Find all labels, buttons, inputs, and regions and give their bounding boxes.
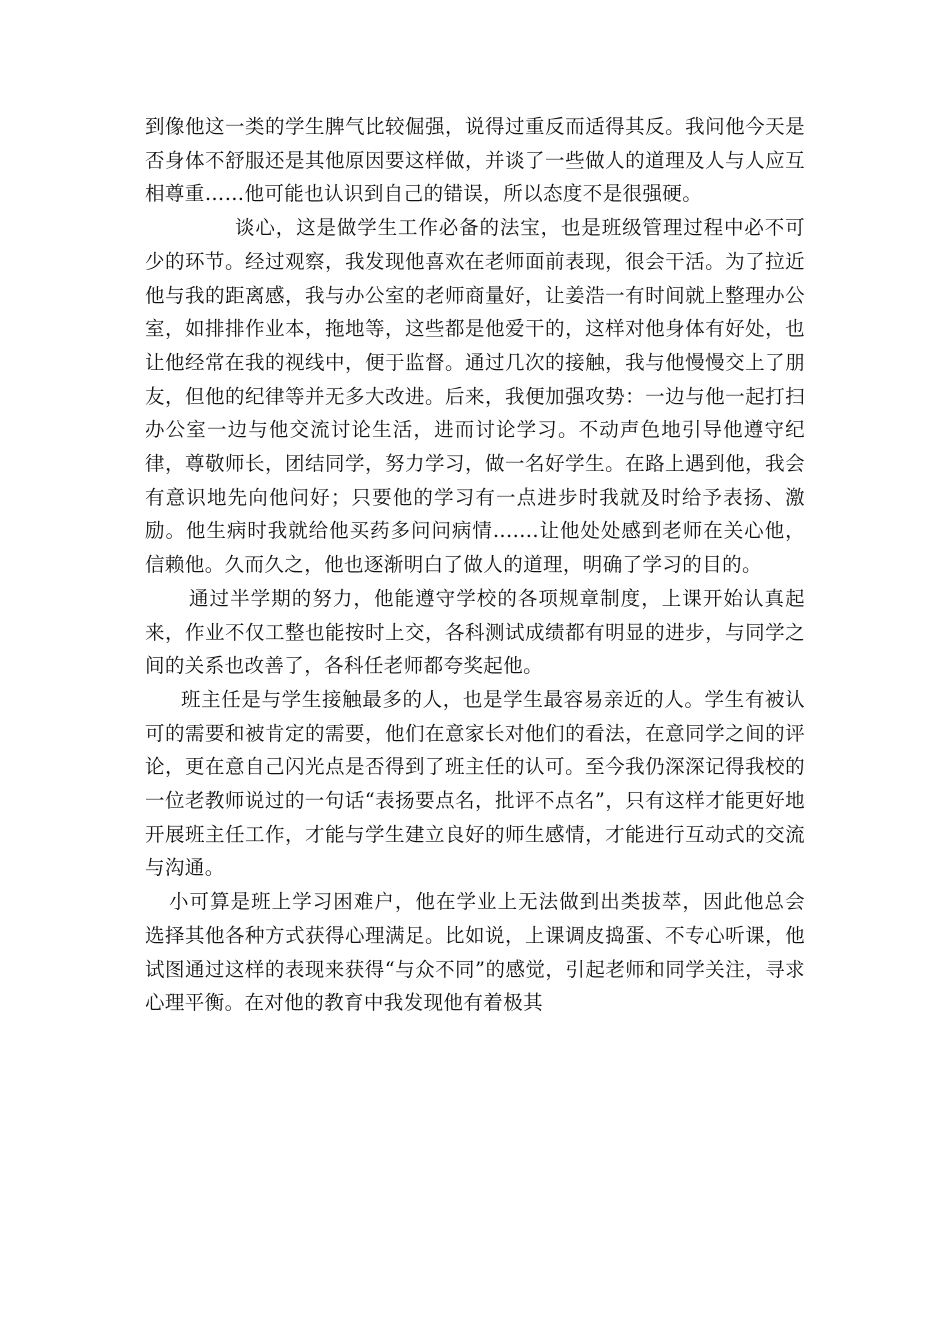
paragraph-2: 谈心，这是做学生工作必备的法宝，也是班级管理过程中必不可少的环节。经过观察，我发现他喜欢在老师面前表现，很会干活。为了拉近他与我的距离感，我与办公室的老师商量好，让姜浩一有时间就上整理办公室，如排排作业本，拖地等，这些都是他爱干的，这样对他身体有好处，也让他经常在我的视线中，便于监督。通过几次的接触，我与他慢慢交上了朋友，但他的纪律等并无多大改进。后来，我便加强攻势：一边与他一起打扫办公室一边与他交流讨论生活，进而讨论学习。不动声色地引导他遵守纪律，尊敬师长，团结同学，努力学习，做一名好学生。在路上遇到他，我会有意识地先向他问好；只要他的学习有一点进步时我就及时给予表扬、激励。他生病时我就给他买药多问问病情.......让他处处感到老师在关心他，信赖他。久而久之，他也逐渐明白了做人的道理，明确了学习的目的。 bbox=[145, 216, 805, 577]
paragraph-1: 到像他这一类的学生脾气比较倔强，说得过重反而适得其反。我问他今天是否身体不舒服还是其他原因要这样做，并谈了一些做人的道理及人与人应互相尊重……他可能也认识到自己的错误，所以态度不是很强硬。 bbox=[145, 115, 805, 206]
paragraph-5: 小可算是班上学习困难户，他在学业上无法做到出类拔萃，因此他总会选择其他各种方式获得心理满足。比如说，上课调皮捣蛋、不专心听课，他试图通过这样的表现来获得“与众不同”的感觉，引起老师和同学关注，寻求心理平衡。在对他的教育中我发现他有着极其 bbox=[145, 890, 805, 1015]
paragraph-4: 班主任是与学生接触最多的人，也是学生最容易亲近的人。学生有被认可的需要和被肯定的需要，他们在意家长对他们的看法，在意同学之间的评论，更在意自己闪光点是否得到了班主任的认可。至今我仍深深记得我校的一位老教师说过的一句话“表扬要点名，批评不点名”，只有这样才能更好地开展班主任工作，才能与学生建立良好的师生感情，才能进行互动式的交流与沟通。 bbox=[145, 687, 805, 880]
document-body bbox=[145, 110, 805, 1020]
paragraph-3: 通过半学期的努力，他能遵守学校的各项规章制度，上课开始认真起来，作业不仅工整也能按时上交，各科测试成绩都有明显的进步，与同学之间的关系也改善了，各科任老师都夸奖起他。 bbox=[145, 586, 805, 678]
